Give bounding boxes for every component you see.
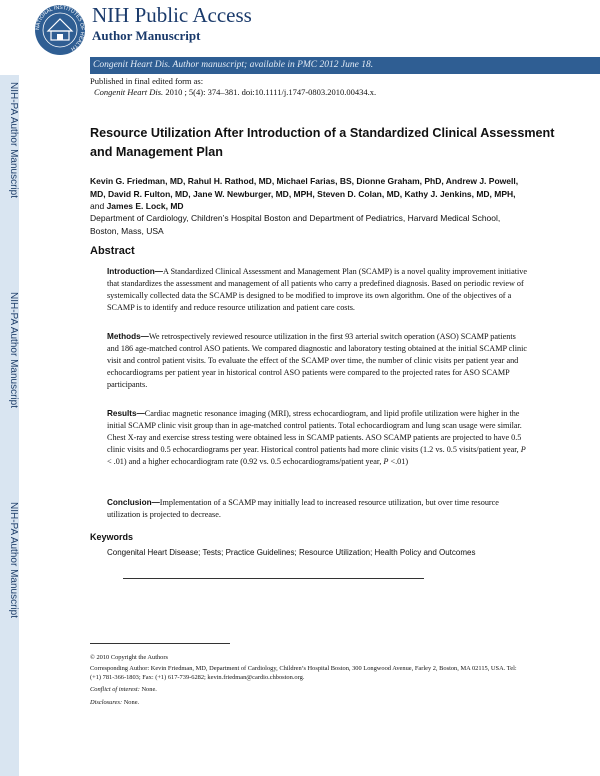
section-label: Methods—: [107, 332, 149, 341]
abstract-introduction: [107, 266, 527, 314]
section-text: We retrospectively reviewed resource utilization in the first 93 arterial switch operation (ASO) SCAMP patients and 186 age-matched control ASO patients. We compared diagnostic and laboratory testing obtained at the initial SCAMP clinic visit and control patient visits. To evaluate the effect of the SCAMP over time, the number of clinic visits per patient year and echocardiograms per patient year in historical control ASO patients were compared to the projected rates for ASO SCAMP participants.: [107, 332, 527, 389]
citation: [94, 87, 376, 97]
authors-and: and: [90, 201, 105, 211]
side-label-2: NIH-PA Author Manuscript: [8, 292, 19, 408]
corresponding-author-note: Corresponding Author: Kevin Friedman, MD, Department of Cardiology, Children’s Hospital Boston, 300 Longwood Avenue, Farley 2, Boston, MA 02115, USA. Tel: (+1) 781-366-1803; Fax: (+1) 617-739-6282; kevin.friedman@cardio.chboston.org.: [90, 665, 517, 681]
section-text: < .01) and a higher echocardiogram rate (0.92 vs. 0.5 echocardiograms/patient year,: [107, 456, 382, 466]
bar-text: Author manuscript; available in PMC 2012 June 18.: [172, 60, 374, 70]
abstract-methods: [107, 331, 527, 391]
abstract-results: [107, 408, 527, 468]
article-title: Resource Utilization After Introduction of a Standardized Clinical Assessment and Management Plan: [90, 126, 555, 159]
keywords-heading: Keywords: [90, 532, 134, 542]
section-text: Cardiac magnetic resonance imaging (MRI), stress echocardiogram, and lipid profile utilization were higher in the initial SCAMP clinic visit group than in age-matched control patients. Total echocardiogram and lung scan usage were similar. Chest X-ray and exercise stress testing were obtained less in SCAMP patients. ASO SCAMP patients are projected to have 0.5 clinic visits and 0.5 echocardiograms per year. Historical control patients had more clinic visits (1.2 vs. 0.5 visits/patient year,: [107, 409, 522, 454]
footnote-divider: [90, 643, 230, 644]
author-list: [90, 175, 520, 213]
copyright-note: © 2010 Copyright the Authors: [90, 654, 168, 661]
section-text: <.01): [390, 456, 409, 466]
section-label: Results—: [107, 409, 145, 418]
conflict-value: None.: [141, 686, 157, 693]
affiliation: Department of Cardiology, Children’s Hospital Boston and Department of Pediatrics, Harvard Medical School, Boston, Mass, USA: [90, 213, 501, 236]
bar-journal: Congenit Heart Dis.: [93, 60, 171, 70]
p-value-symbol: P: [520, 444, 526, 454]
keywords-list: Congenital Heart Disease; Tests; Practice Guidelines; Resource Utilization; Health Policy and Outcomes: [107, 548, 476, 557]
header-title: NIH Public Access: [92, 3, 252, 27]
section-label: Conclusion—: [107, 498, 160, 507]
seal-ring-text: NATIONAL INSTITUTES OF HEALTH: [34, 4, 86, 52]
nih-seal-icon: [34, 4, 86, 56]
conflict-note: [90, 685, 520, 694]
section-text: Implementation of a SCAMP may initially lead to increased resource utilization, but over time resource utilization is projected to decrease.: [107, 498, 499, 519]
keywords-divider: [123, 578, 424, 579]
section-label: Introduction—: [107, 267, 163, 276]
conflict-label: Conflict of interest:: [90, 686, 140, 693]
authors-last: James E. Lock, MD: [106, 201, 184, 211]
disclosures-value: None.: [123, 699, 140, 706]
citation-journal: Congenit Heart Dis.: [94, 87, 164, 97]
disclosures-note: [90, 698, 520, 707]
published-label: Published in final edited form as:: [90, 76, 204, 86]
p-value-symbol: P: [383, 456, 389, 466]
authors-main: Kevin G. Friedman, MD, Rahul H. Rathod, MD, Michael Farias, BS, Dionne Graham, PhD, Andrew J. Powell, MD, David R. Fulton, MD, Jane W. Newburger, MD, MPH, Steven D. Colan, MD, Kathy J. Jenkins, MD, MPH,: [90, 176, 519, 199]
disclosures-label: Disclosures:: [90, 699, 123, 706]
section-text: A Standardized Clinical Assessment and Management Plan (SCAMP) is a novel quality improvement initiative that standardizes the assessment and management of all patients who carry a predefined diagnosis. Based on periodic review of systemically collected data the SCAMP is designed to be modified to improve its own algorithm. One of the objectives of a SCAMP is to identify and reduce resource utilization and patient care costs.: [107, 267, 527, 312]
abstract-conclusion: [107, 497, 527, 521]
side-label-3: NIH-PA Author Manuscript: [8, 502, 19, 618]
side-label-1: NIH-PA Author Manuscript: [8, 82, 19, 198]
availability-bar: [90, 57, 600, 74]
citation-details: 2010 ; 5(4): 374–381. doi:10.1111/j.1747-0803.2010.00434.x.: [165, 87, 377, 97]
abstract-heading: Abstract: [90, 245, 135, 257]
header-subtitle: Author Manuscript: [92, 28, 201, 43]
